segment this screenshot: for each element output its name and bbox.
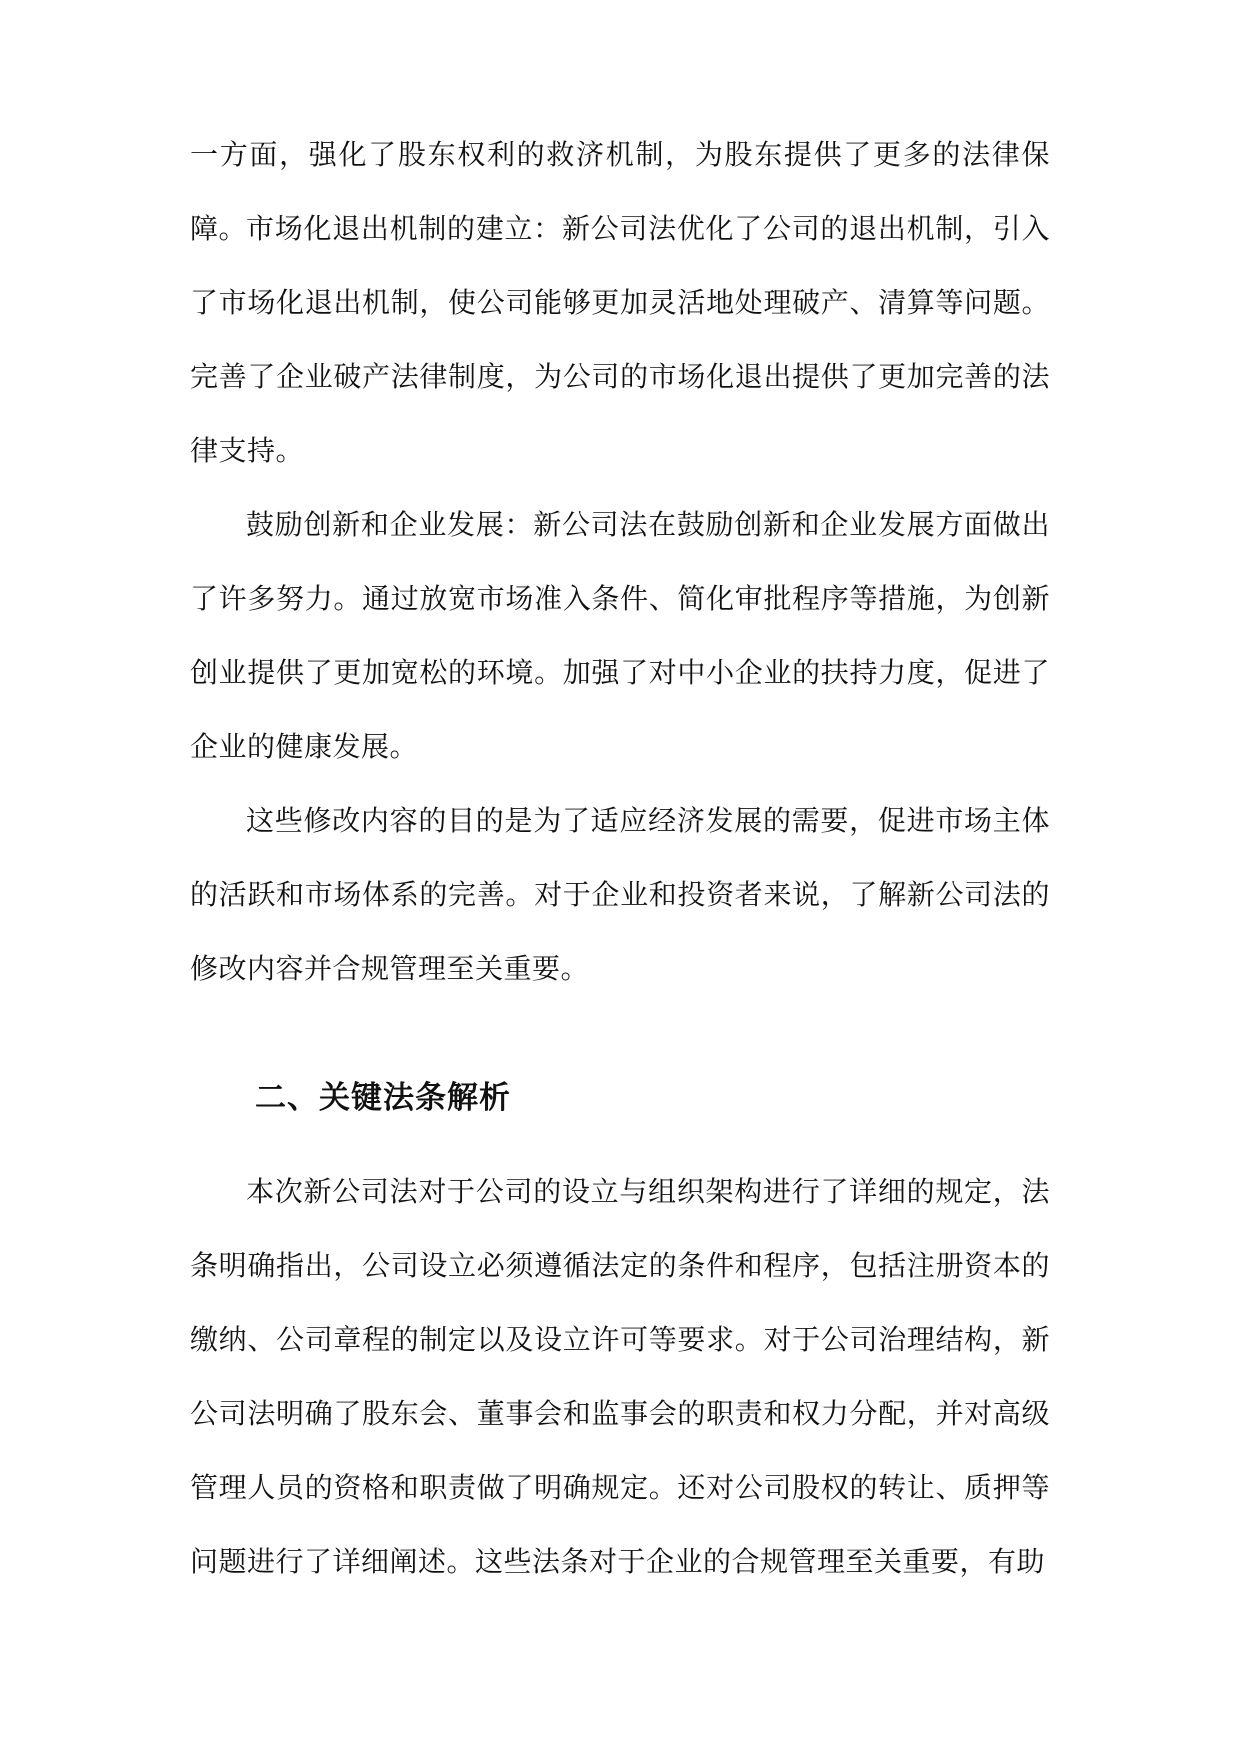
section-heading: 二、关键法条解析 <box>255 1080 511 1116</box>
paragraph-summary: 这些修改内容的目的是为了适应经济发展的需要，促进市场主体的活跃和市场体系的完善。对于企业和投资者来说，了解新公司法的修改内容并合规管理至关重要。 <box>190 804 1050 985</box>
paragraph-key-provisions: 本次新公司法对于公司的设立与组织架构进行了详细的规定，法条明确指出，公司设立必须遵循法定的条件和程序，包括注册资本的缴纳、公司章程的制定以及设立许可等要求。对于公司治理结构，新公司法明确了股东会、董事会和监事会的职责和权力分配，并对高级管理人员的资格和职责做了明确规定。还对公司股权的转让、质押等问题进行了详细阐述。这些法条对于企业的合规管理至关重要，有助 <box>190 1175 1050 1578</box>
paragraph-innovation: 鼓励创新和企业发展：新公司法在鼓励创新和企业发展方面做出了许多努力。通过放宽市场准入条件、简化审批程序等措施，为创新创业提供了更加宽松的环境。加强了对中小企业的扶持力度，促进了企业的健康发展。 <box>190 508 1050 763</box>
paragraph-market-exit: 市场化退出机制的建立：新公司法优化了公司的退出机制，引入了市场化退出机制，使公司能够更加灵活地处理破产、清算等问题。完善了企业破产法律制度，为公司的市场化退出提供了更加完善的法律支持。 <box>190 212 1050 467</box>
paragraph-shareholder-remedies: 一方面，强化了股东权利的救济机制，为股东提供了更多的法律保障。 <box>190 138 1050 245</box>
